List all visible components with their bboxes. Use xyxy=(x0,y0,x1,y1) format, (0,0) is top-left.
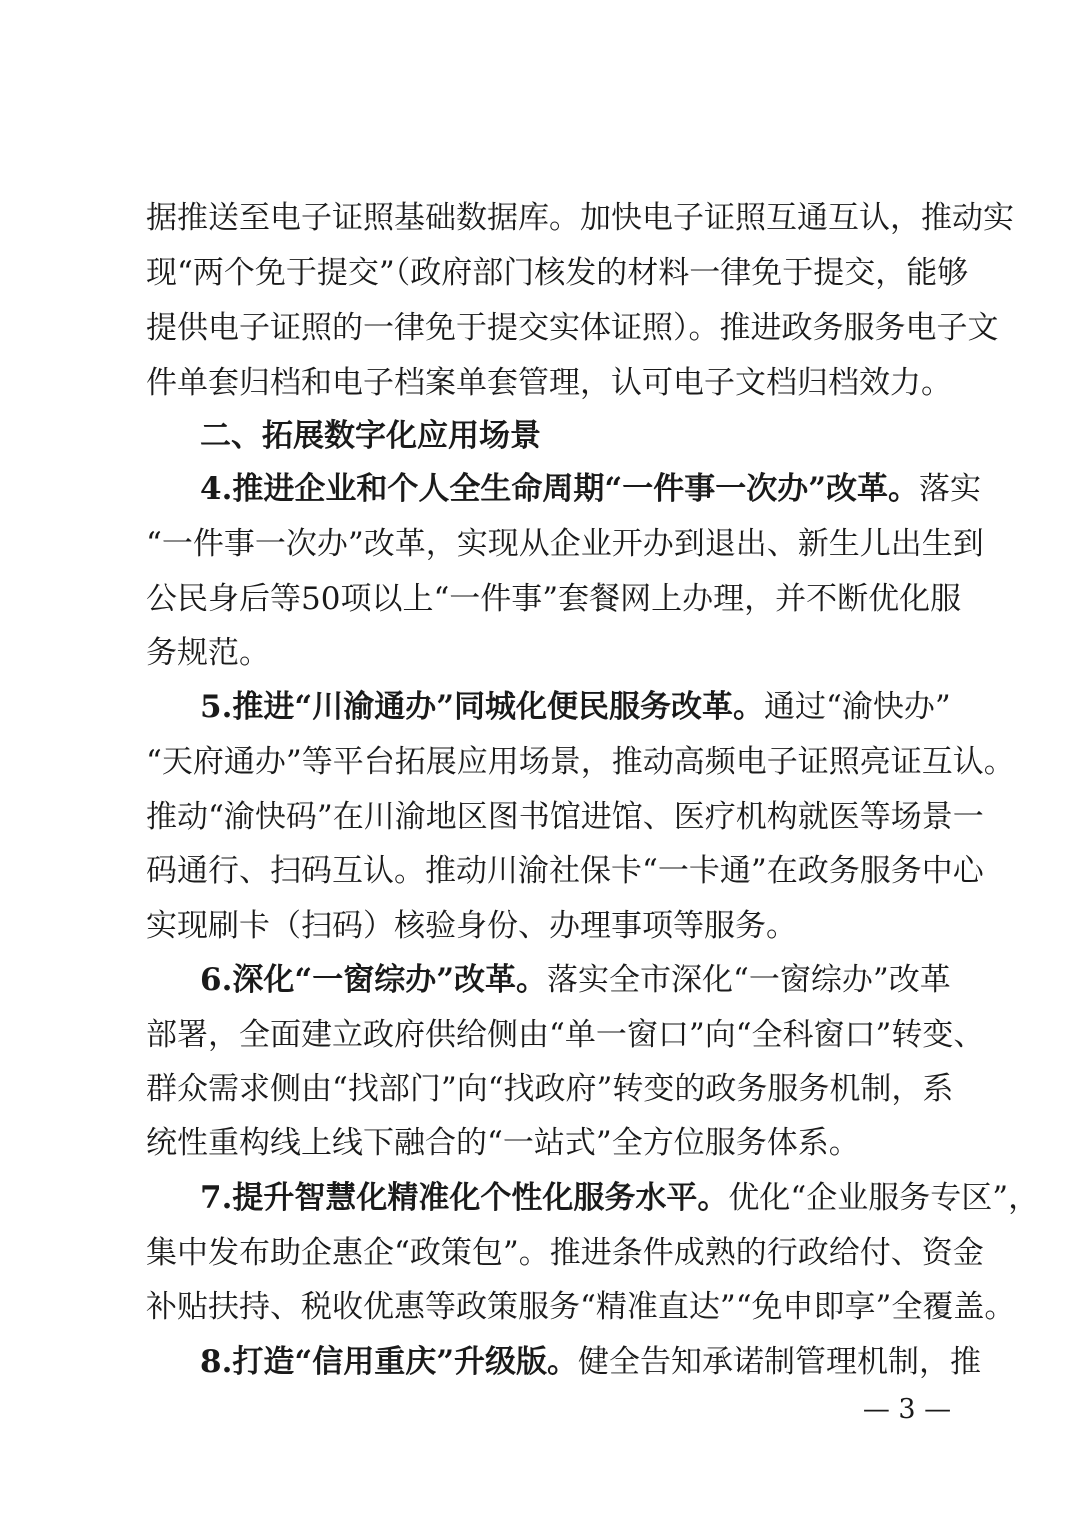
item-first-line xyxy=(200,1340,982,1384)
item-first-line xyxy=(200,1176,1040,1220)
item-line: 补贴扶持、税收优惠等政策服务“精准直达”“免申即享”全覆盖。 xyxy=(146,1289,1016,1325)
item-lead: 6.深化“一窗综办”改革。 xyxy=(200,962,548,998)
item-lead: 5.推进“川渝通办”同城化便民服务改革。 xyxy=(200,689,765,725)
paragraph-line: 件单套归档和电子档案单套管理，认可电子文档归档效力。 xyxy=(146,365,952,401)
item-line: 统性重构线上线下融合的“一站式”全方位服务体系。 xyxy=(146,1125,860,1161)
item-first-line xyxy=(200,958,951,1002)
item-line: 集中发布助企惠企“政策包”。推进条件成熟的行政给付、资金 xyxy=(146,1235,984,1271)
item-line: 群众需求侧由“找部门”向“找政府”转变的政务服务机制，系 xyxy=(146,1071,954,1107)
item-lead: 4.推进企业和个人全生命周期“一件事一次办”改革。 xyxy=(200,471,920,507)
item-text: 通过“渝快办” xyxy=(764,689,951,725)
item-first-line xyxy=(200,467,982,511)
item-text: 落实全市深化“一窗综办”改革 xyxy=(547,962,951,998)
item-line: 实现刷卡（扫码）核验身份、办理事项等服务。 xyxy=(146,908,797,944)
item-line: 公民身后等50项以上“一件事”套餐网上办理，并不断优化服 xyxy=(146,581,962,617)
item-line: 部署，全面建立政府供给侧由“单一窗口”向“全科窗口”转变、 xyxy=(146,1017,985,1053)
section-heading: 二、拓展数字化应用场景 xyxy=(200,418,541,454)
item-text: 健全告知承诺制管理机制，推 xyxy=(578,1344,982,1380)
item-line: 码通行、扫码互认。推动川渝社保卡“一卡通”在政务服务中心 xyxy=(146,853,984,889)
item-first-line xyxy=(200,685,951,729)
item-line: “天府通办”等平台拓展应用场景，推动高频电子证照亮证互认。 xyxy=(146,744,1015,780)
item-line: “一件事一次办”改革，实现从企业开办到退出、新生儿出生到 xyxy=(146,526,984,562)
item-text: 落实 xyxy=(919,471,982,507)
item-line: 推动“渝快码”在川渝地区图书馆进馆、医疗机构就医等场景一 xyxy=(146,799,984,835)
item-lead: 7.提升智慧化精准化个性化服务水平。 xyxy=(200,1180,729,1216)
item-line: 务规范。 xyxy=(146,635,270,671)
paragraph-line: 据推送至电子证照基础数据库。加快电子证照互通互认，推动实 xyxy=(146,200,1014,236)
item-text: 优化“企业服务专区”， xyxy=(728,1180,1040,1216)
page-number: — 3 — xyxy=(862,1394,952,1425)
paragraph-line: 提供电子证照的一律免于提交实体证照）。推进政务服务电子文 xyxy=(146,310,999,346)
item-lead: 8.打造“信用重庆”升级版。 xyxy=(200,1344,579,1380)
paragraph-line: 现“两个免于提交”（政府部门核发的材料一律免于提交，能够 xyxy=(146,255,969,291)
